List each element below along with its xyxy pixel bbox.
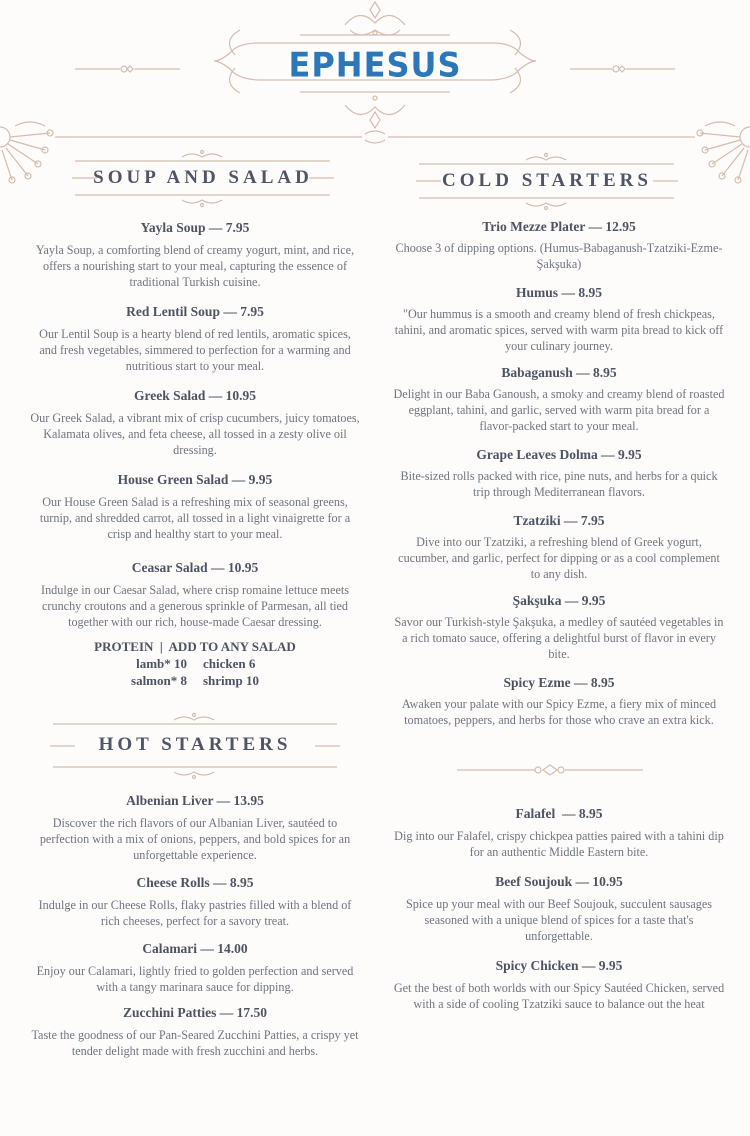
cold-starters-list (393, 219, 725, 728)
hot-starters-right-list (393, 806, 725, 1012)
soup-salad-list (30, 220, 360, 689)
item-name: Şakşuka — 9.95 (512, 593, 606, 608)
item-description: "Our hummus is a smooth and creamy blend of fresh chickpeas, tahini, and aromatic spices, served with warm pita bread to kick off your culinary journey. (394, 307, 724, 353)
item-name: Ceasar Salad — 10.95 (131, 560, 259, 575)
menu-item (393, 447, 725, 513)
item-name: House Green Salad — 9.95 (117, 472, 273, 487)
item-description: Dive into our Tzatziki, a refreshing blend of Greek yogurt, cucumber, and garlic, perfect for dipping or as a cool complement to any dish. (398, 535, 720, 581)
item-name: Red Lentil Soup — 7.95 (126, 304, 264, 319)
protein-option: shrimp 10 (203, 673, 259, 688)
menu-item (30, 304, 360, 388)
item-description: Get the best of both worlds with our Spicy Sautéed Chicken, served with a side of cooling Tzatziki sauce to balance out the heat (393, 981, 725, 1011)
section-title-cold-starters: COLD STARTERS (442, 170, 652, 191)
item-description: Dig into our Falafel, crispy chickpea patties paired with a tahini dip for an authentic Middle Eastern bite. (394, 829, 724, 859)
menu-item (30, 793, 360, 875)
menu-item (393, 365, 725, 447)
menu-item (393, 219, 725, 285)
item-description: Awaken your palate with our Spicy Ezme, a fiery mix of minced tomatoes, peppers, and herbs for those who crave an extra kick. (401, 697, 717, 727)
item-name: Zucchini Patties — 17.50 (123, 1005, 267, 1020)
item-name: Spicy Chicken — 9.95 (495, 958, 623, 973)
protein-option: chicken 6 (203, 656, 256, 671)
item-description: Our Lentil Soup is a hearty blend of red lentils, aromatic spices, and fresh vegetables, simmered to perfection for a warming and nutritious start to your meal. (39, 327, 351, 373)
protein-row (30, 655, 360, 672)
item-description: Indulge in our Caesar Salad, where crisp romaine lettuce meets crunchy croutons and a generous sprinkle of Parmesan, all tied together with our rich, house-made Caesar dressing. (41, 583, 349, 629)
item-name: Greek Salad — 10.95 (133, 388, 256, 403)
protein-addons (30, 638, 360, 689)
restaurant-logo: ΕPHESUS (288, 45, 462, 85)
menu-item (393, 806, 725, 874)
item-name: Albenian Liver — 13.95 (126, 793, 264, 808)
menu-item (393, 874, 725, 958)
section-title-hot-starters: HOT STARTERS (98, 734, 292, 755)
protein-row (30, 672, 360, 689)
item-description: Taste the goodness of our Pan-Seared Zucchini Patties, a crispy yet tender delight made with fresh zucchini and herbs. (31, 1028, 359, 1058)
item-name: Falafel — 8.95 (515, 806, 603, 821)
item-name: Babaganush — 8.95 (501, 365, 617, 380)
menu-item (30, 388, 360, 472)
menu-item (30, 1005, 360, 1059)
item-name: Humus — 8.95 (516, 285, 602, 300)
menu-item (393, 675, 725, 728)
item-name: Spicy Ezme — 8.95 (503, 675, 615, 690)
menu-item (30, 472, 360, 560)
item-description: Indulge in our Cheese Rolls, flaky pastries filled with a blend of rich cheeses, perfect for a savory treat. (38, 898, 352, 928)
item-description: Yayla Soup, a comforting blend of creamy yogurt, mint, and rice, offers a nourishing start to your meal, capturing the essence of traditional Turkish cuisine. (35, 243, 355, 289)
menu-item (30, 875, 360, 941)
menu-item (30, 560, 360, 638)
item-description: Enjoy our Calamari, lightly fried to golden perfection and served with a tangy marinara sauce for dipping. (36, 964, 354, 994)
menu-item (393, 958, 725, 1012)
item-description: Savor our Turkish-style Şakşuka, a medley of sautéed vegetables in a rich tomato sauce, offering a delightful burst of flavor in every bite. (394, 615, 724, 661)
protein-option: salmon* 8 (131, 673, 187, 688)
menu-item (30, 220, 360, 304)
item-description: Our Greek Salad, a vibrant mix of crisp cucumbers, juicy tomatoes, Kalamata olives, and feta cheese, all tossed in a zesty olive oil dressing. (30, 411, 360, 457)
menu-item (393, 285, 725, 365)
item-name: Grape Leaves Dolma — 9.95 (476, 447, 642, 462)
item-name: Calamari — 14.00 (142, 941, 248, 956)
hot-starters-list (30, 793, 360, 1059)
item-name: Beef Soujouk — 10.95 (495, 874, 623, 889)
item-name: Tzatziki — 7.95 (513, 513, 605, 528)
protein-option: lamb* 10 (136, 656, 187, 671)
item-description: Choose 3 of dipping options. (Humus-Babaganush-Tzatziki-Ezme-Şakşuka) (395, 241, 723, 271)
menu-item (30, 941, 360, 1005)
item-description: Delight in our Baba Ganoush, a smoky and creamy blend of roasted eggplant, tahini, and garlic, served with warm pita bread for a flavor-packed start to your meal. (393, 387, 725, 433)
protein-heading: PROTEIN | ADD TO ANY SALAD (94, 639, 296, 654)
menu-item (393, 593, 725, 675)
section-title-soup-salad: SOUP AND SALAD (93, 167, 313, 188)
menu-item (393, 513, 725, 593)
item-description: Discover the rich flavors of our Albanian Liver, sautéed to perfection with a mix of onions, peppers, and bold spices for an unforgettable experience. (39, 816, 351, 862)
item-name: Cheese Rolls — 8.95 (136, 875, 254, 890)
item-description: Spice up your meal with our Beef Soujouk, succulent sausages seasoned with a unique blend of spices for a taste that's unforgettable. (406, 897, 712, 943)
item-description: Our House Green Salad is a refreshing mix of seasonal greens, turnip, and shredded carrot, all tossed in a light vinaigrette for a crisp and healthy start to your meal. (39, 495, 351, 541)
item-name: Yayla Soup — 7.95 (140, 220, 250, 235)
item-description: Bite-sized rolls packed with rice, pine nuts, and herbs for a quick trip through Mediterranean flavors. (400, 469, 718, 499)
item-name: Trio Mezze Plater — 12.95 (482, 219, 636, 234)
divider-ornament (457, 764, 643, 776)
